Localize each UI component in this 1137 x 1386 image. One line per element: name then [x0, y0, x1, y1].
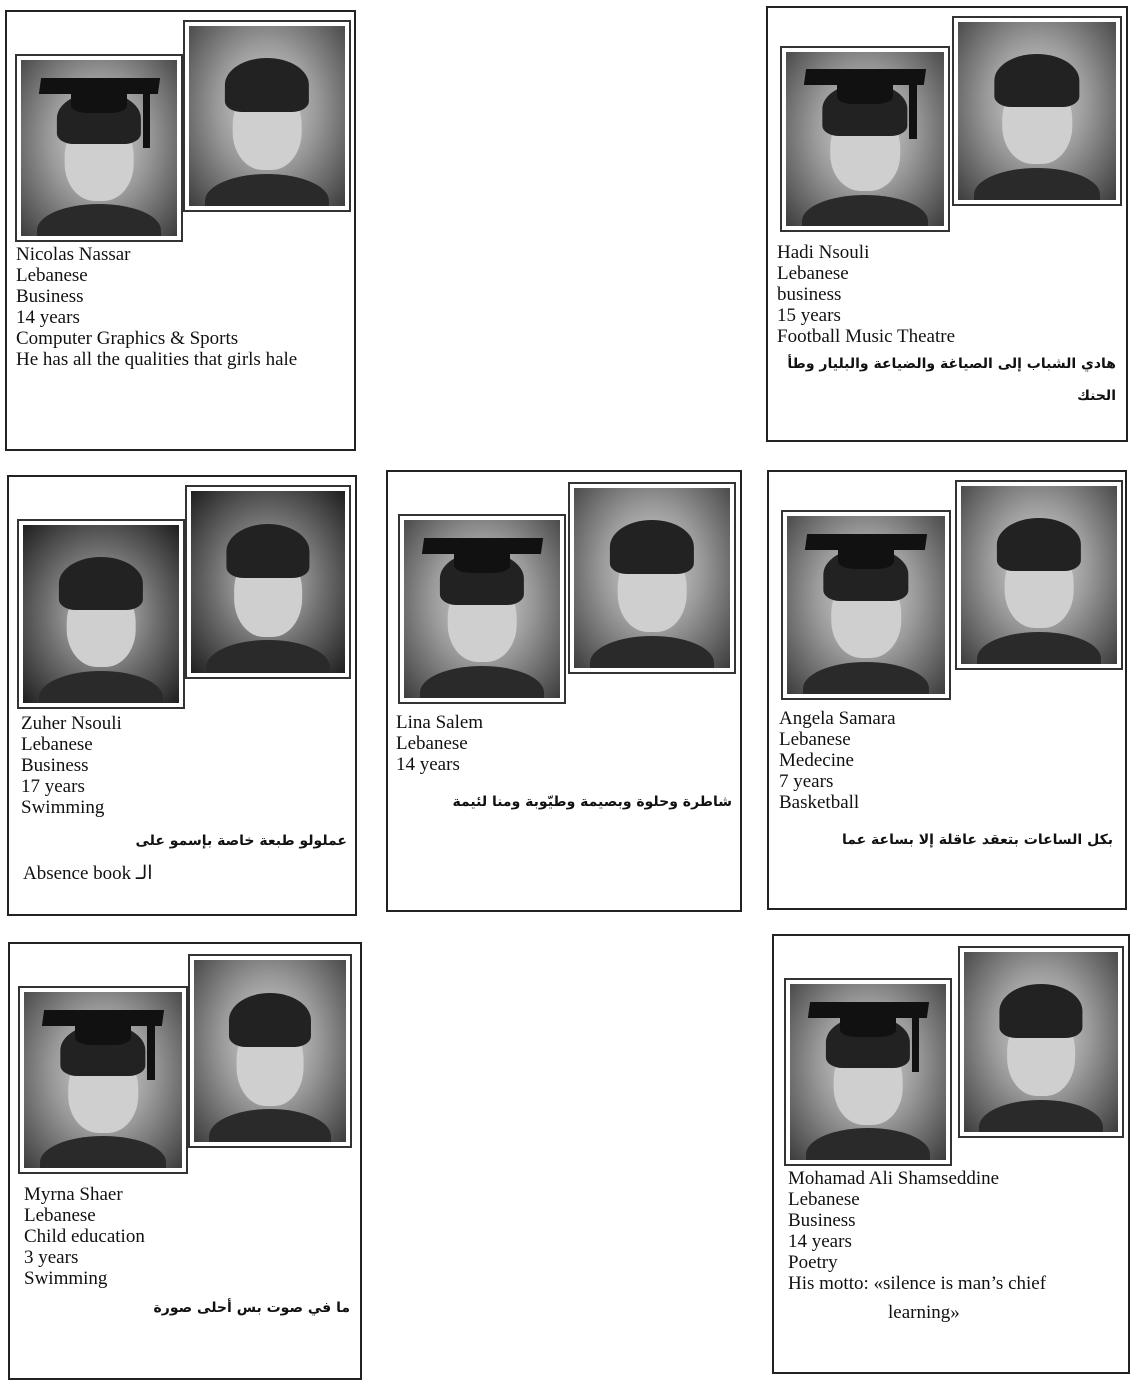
profile-arabic-comment: شاطرة وحلوة وبصيمة وطيّوبة ومنا لئيمة	[452, 794, 732, 810]
profile-age: 7 years	[779, 771, 834, 792]
profile-motto: His motto: «silence is man’s chief	[788, 1273, 1047, 1294]
childhood-photo	[183, 20, 351, 212]
profile-name: Angela Samara	[779, 708, 896, 729]
profile-nationality: Lebanese	[21, 734, 93, 755]
profile-hobbies: Basketball	[779, 792, 860, 813]
profile-major: Child education	[24, 1226, 145, 1247]
profile-comment: He has all the qualities that girls hale	[16, 349, 298, 370]
childhood-photo	[185, 485, 351, 679]
profile-hobbies: Computer Graphics & Sports	[16, 328, 239, 349]
profile-nationality: Lebanese	[24, 1205, 96, 1226]
profile-age: 3 years	[24, 1247, 79, 1268]
profile-name: Hadi Nsouli	[777, 242, 870, 263]
profile-card-hadi-nsouli	[766, 6, 1128, 442]
profile-nationality: Lebanese	[788, 1189, 860, 1210]
childhood-photo	[958, 946, 1124, 1138]
profile-arabic-comment: هادي الشباب إلى الصياغة والضياعة والبليار وطأ	[787, 356, 1116, 372]
profile-major: business	[777, 284, 842, 305]
profile-name: Lina Salem	[396, 712, 484, 733]
profile-motto-cont: learning»	[888, 1302, 960, 1323]
profile-name: Mohamad Ali Shamseddine	[788, 1168, 1000, 1189]
graduation-photo	[18, 986, 188, 1174]
graduation-photo	[15, 54, 183, 242]
profile-card-zuher-nsouli	[7, 475, 357, 916]
profile-name: Myrna Shaer	[24, 1184, 123, 1205]
profile-arabic-comment-cont: Absence book الـ	[23, 863, 153, 884]
graduation-photo	[781, 510, 951, 700]
graduation-photo	[398, 514, 566, 704]
profile-major: Medecine	[779, 750, 854, 771]
profile-name: Zuher Nsouli	[21, 713, 122, 734]
profile-arabic-comment: عملولو طبعة خاصة بإسمو على	[135, 833, 347, 849]
profile-nationality: Lebanese	[779, 729, 851, 750]
profile-nationality: Lebanese	[777, 263, 849, 284]
childhood-photo	[952, 16, 1122, 206]
profile-text	[788, 1168, 1046, 1294]
childhood-photo	[568, 482, 736, 674]
profile-major: Business	[16, 286, 84, 307]
profile-hobbies: Swimming	[21, 797, 105, 818]
profile-text	[779, 708, 896, 813]
profile-nationality: Lebanese	[16, 265, 88, 286]
profile-text	[777, 242, 955, 347]
profile-card-nicolas-nassar	[5, 10, 356, 451]
profile-hobbies: Football Music Theatre	[777, 326, 956, 347]
profile-age: 17 years	[21, 776, 85, 797]
profile-card-lina-salem	[386, 470, 742, 912]
profile-text	[21, 713, 122, 818]
profile-hobbies: Poetry	[788, 1252, 838, 1273]
profile-major: Business	[788, 1210, 856, 1231]
profile-name: Nicolas Nassar	[16, 244, 131, 265]
profile-text	[396, 712, 483, 775]
graduation-photo	[17, 519, 185, 709]
childhood-photo	[188, 954, 352, 1148]
profile-age: 14 years	[788, 1231, 852, 1252]
profile-hobbies: Swimming	[24, 1268, 108, 1289]
profile-text	[16, 244, 297, 370]
profile-arabic-comment-cont: الحنك	[1077, 388, 1116, 404]
profile-age: 14 years	[16, 307, 80, 328]
profile-age: 15 years	[777, 305, 841, 326]
graduation-photo	[780, 46, 950, 232]
profile-age: 14 years	[396, 754, 460, 775]
profile-card-myrna-shaer	[8, 942, 362, 1380]
graduation-photo	[784, 978, 952, 1166]
profile-major: Business	[21, 755, 89, 776]
profile-nationality: Lebanese	[396, 733, 468, 754]
profile-arabic-comment: بكل الساعات بتعقد عاقلة إلا بساعة عما	[841, 832, 1113, 848]
profile-text	[24, 1184, 145, 1289]
childhood-photo	[955, 480, 1123, 670]
profile-arabic-comment: ما في صوت بس أحلى صورة	[153, 1300, 350, 1316]
profile-card-angela-samara	[767, 470, 1127, 910]
profile-card-mohamad-ali-shamseddine	[772, 934, 1130, 1374]
